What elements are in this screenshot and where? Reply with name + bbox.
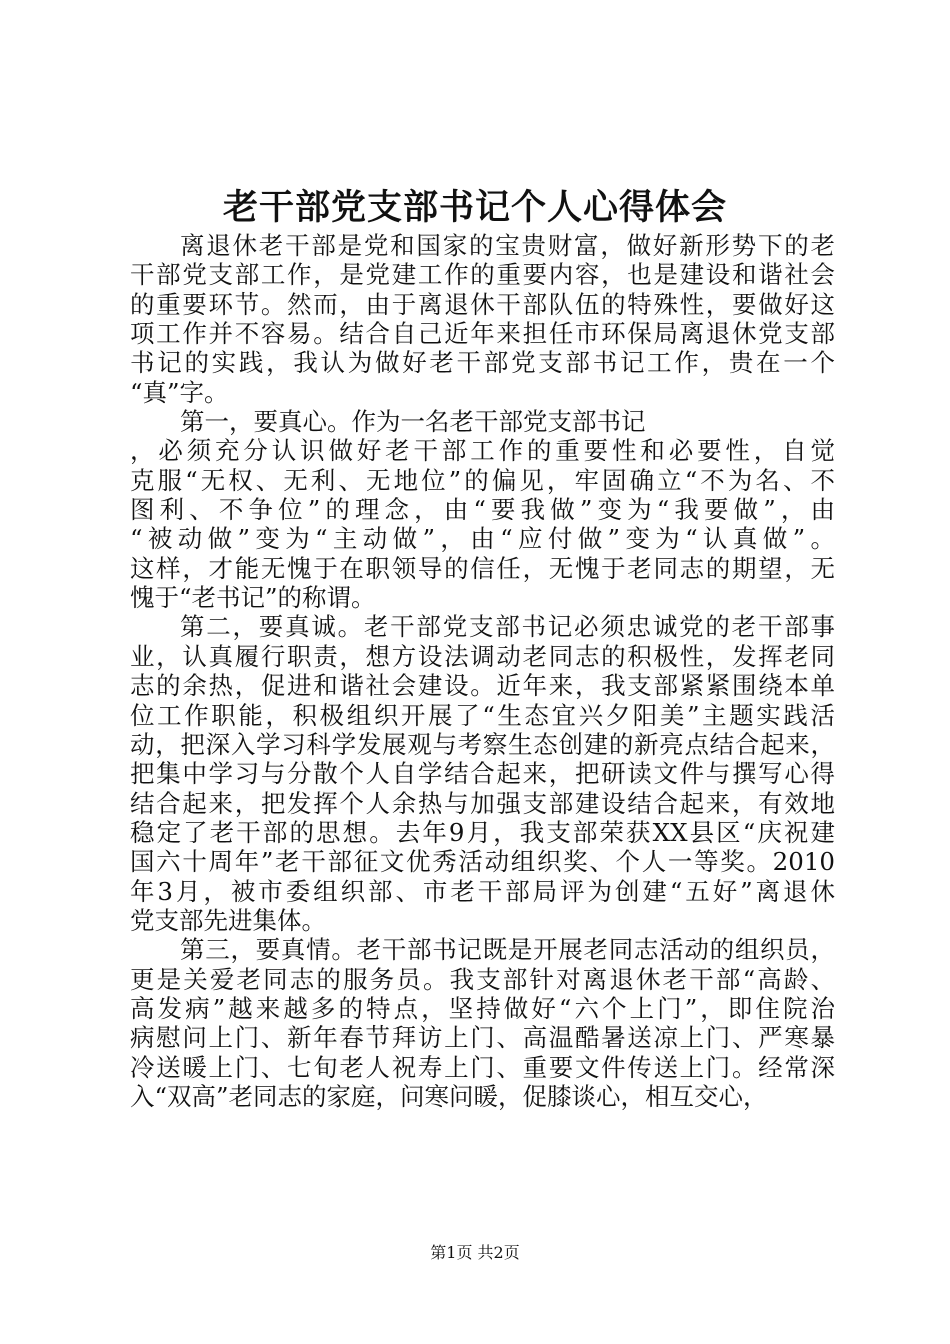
page-footer: 第1页 共2页 [430,1243,520,1262]
text-line: 书记的实践，我认为做好老干部党支部书记工作，贵在一个 [130,348,835,378]
text-line: 病慰问上门、新年春节拜访上门、高温酷暑送凉上门、严寒暴 [130,1023,835,1053]
text-line: 稳定了老干部的思想。去年9月，我支部荣获XX县区“庆祝建 [130,817,835,847]
text-line: 更是关爱老同志的服务员。我支部针对离退休老干部“高龄、 [130,964,835,994]
paragraph [130,935,835,1111]
text-line: 离退休老干部是党和国家的宝贵财富，做好新形势下的老 [180,231,835,260]
text-line: 位工作职能，积极组织开展了“生态宜兴夕阳美”主题实践活 [130,700,835,730]
text-line: 国六十周年”老干部征文优秀活动组织奖、个人一等奖。2010 [130,847,835,877]
text-line: 第一，要真心。作为一名老干部党支部书记 [180,407,646,437]
text-line: 把集中学习与分散个人自学结合起来，把研读文件与撰写心得 [130,759,835,789]
document-title: 老干部党支部书记个人心得体会 [222,187,727,228]
text-line: 项工作并不容易。结合自己近年来担任市环保局离退休党支部 [130,319,835,349]
text-line: 第三，要真情。老干部书记既是开展老同志活动的组织员， [180,935,835,965]
text-line: 高发病”越来越多的特点，坚持做好“六个上门”，即住院治 [130,993,835,1023]
text-line: 业，认真履行职责，想方设法调动老同志的积极性，发挥老同 [130,641,835,671]
text-line: 入“双高”老同志的家庭，问寒问暖，促膝谈心，相互交心， [130,1081,768,1111]
paragraph [130,407,835,436]
text-line: 愧于“老书记”的称谓。 [130,583,376,613]
paragraph [130,612,835,935]
text-line: 结合起来，把发挥个人余热与加强支部建设结合起来，有效地 [130,788,835,818]
text-line: 克服“无权、无利、无地位”的偏见，牢固确立“不为名、不 [130,465,835,495]
text-line: 动，把深入学习科学发展观与考察生态创建的新亮点结合起来， [130,729,835,759]
text-line: 年3月，被市委组织部、市老干部局评为创建“五好”离退休 [130,876,835,906]
text-line: “真”字。 [130,377,229,407]
paragraph [130,436,835,612]
text-line: 图利、不争位”的理念，由“要我做”变为“我要做”，由 [130,495,835,525]
text-line: 这样，才能无愧于在职领导的信任，无愧于老同志的期望，无 [130,553,835,583]
text-line: “被动做”变为“主动做”，由“应付做”变为“认真做”。 [130,524,835,554]
text-line: 第二，要真诚。老干部党支部书记必须忠诚党的老干部事 [180,612,835,642]
text-line: 的重要环节。然而，由于离退休干部队伍的特殊性，要做好这 [130,289,835,319]
text-line: 党支部先进集体。 [130,905,326,935]
text-line: 志的余热，促进和谐社会建设。近年来，我支部紧紧围绕本单 [130,671,835,701]
document-body [130,231,835,1111]
text-line: 干部党支部工作，是党建工作的重要内容，也是建设和谐社会 [130,260,835,290]
paragraph [130,231,835,407]
text-line: 冷送暖上门、七旬老人祝寿上门、重要文件传送上门。经常深 [130,1052,835,1082]
text-line: ，必须充分认识做好老干部工作的重要性和必要性，自觉 [130,436,835,466]
